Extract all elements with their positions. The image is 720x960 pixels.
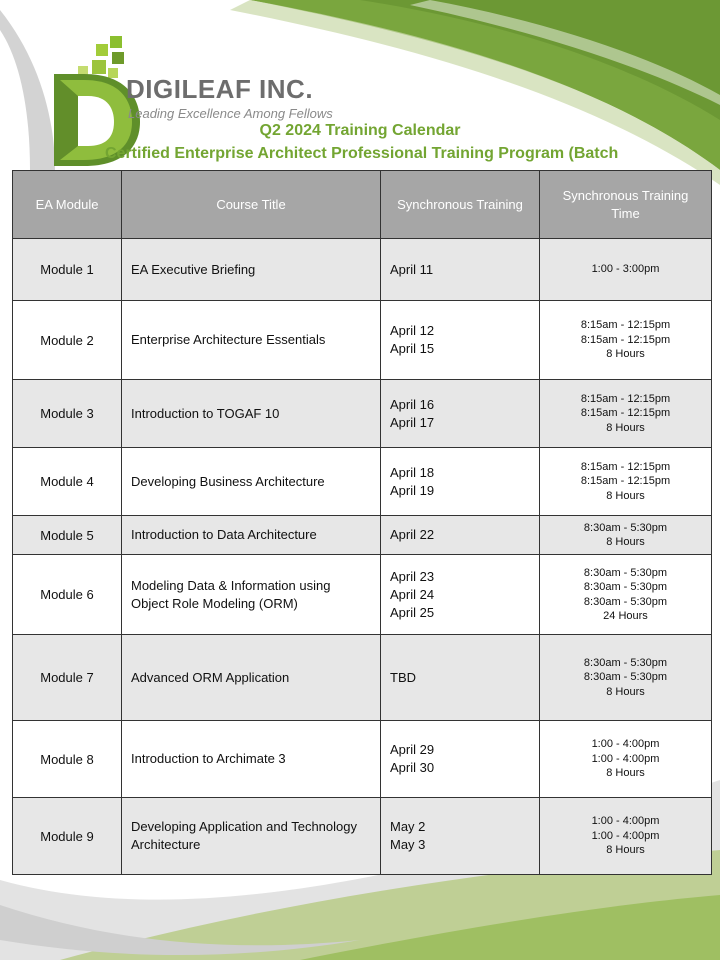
training-time-cell-line: 8:30am - 5:30pm (583, 656, 668, 669)
program-title: Certified Enterprise Architect Professional Training Program (Batch (105, 145, 619, 162)
table-row (13, 798, 712, 875)
course-title-cell-line: Advanced ORM Application (131, 669, 290, 685)
course-title-cell-line: Introduction to Archimate 3 (131, 751, 286, 766)
course-title-cell-line: Modeling Data & Information using (131, 577, 331, 593)
column-header-sync-time: Synchronous Training Time (540, 171, 712, 239)
course-title-cell (122, 301, 381, 380)
training-dates-cell-line: April 16 (390, 396, 435, 412)
table-row (13, 721, 712, 798)
training-time-cell-line: 8 Hours (606, 536, 645, 548)
training-time-cell-line: 1:00 - 4:00pm (591, 815, 660, 828)
course-title-cell-line: Introduction to Data Architecture (131, 527, 317, 542)
table-row (13, 555, 712, 635)
course-title-cell (122, 239, 381, 301)
training-dates-cell-line: April 19 (390, 482, 435, 498)
training-time-cell-line: 8:30am - 5:30pm (583, 581, 668, 593)
course-title-cell-line: Enterprise Architecture Essentials (131, 332, 326, 347)
training-time-cell (540, 380, 712, 448)
table-row (13, 239, 712, 301)
module-cell: Module 8 (13, 721, 122, 798)
course-title-cell (122, 721, 381, 798)
module-cell: Module 7 (13, 635, 122, 721)
training-dates-cell-line: April 22 (390, 527, 435, 542)
training-time-cell-line: 8:30am - 5:30pm (583, 595, 668, 608)
module-cell: Module 4 (13, 448, 122, 516)
training-dates-cell (381, 516, 540, 555)
column-header-module: EA Module (13, 171, 122, 239)
training-time-cell-line: 8:15am - 12:15pm (580, 319, 671, 332)
training-time-cell (540, 555, 712, 635)
training-time-cell-line: 8:30am - 5:30pm (583, 671, 668, 684)
training-dates-cell (381, 555, 540, 635)
training-dates-cell-line: April 24 (390, 586, 435, 602)
training-dates-cell (381, 239, 540, 301)
course-title-cell (122, 516, 381, 555)
training-dates-cell (381, 721, 540, 798)
table-header-row (13, 171, 712, 239)
table-row (13, 448, 712, 516)
training-dates-cell-line: May 2 (390, 819, 426, 834)
course-title-cell-line: Introduction to TOGAF 10 (131, 405, 280, 421)
column-header-sync-training: Synchronous Training (381, 171, 540, 239)
training-time-cell-line: 1:00 - 4:00pm (591, 829, 660, 842)
training-dates-cell-line: April 25 (390, 604, 435, 620)
training-time-cell-line: 8 Hours (606, 685, 645, 698)
training-dates-cell-line: May 3 (390, 837, 426, 852)
training-dates-cell-line: April 11 (390, 261, 434, 277)
training-time-cell-line: 8 Hours (606, 348, 645, 361)
training-time-cell-line: 8:15am - 12:15pm (580, 392, 671, 405)
training-calendar-table (12, 170, 712, 875)
training-time-cell-line: 8 Hours (606, 421, 645, 434)
table-row (13, 301, 712, 380)
training-dates-cell-line: April 17 (390, 414, 435, 430)
course-title-cell (122, 448, 381, 516)
table-row (13, 380, 712, 448)
course-title-cell-line: Object Role Modeling (ORM) (131, 595, 298, 611)
course-title-cell-line: Developing Business Architecture (131, 473, 325, 489)
training-time-cell-line: 1:00 - 3:00pm (591, 263, 660, 276)
course-title-cell (122, 380, 381, 448)
training-dates-cell-line: April 29 (390, 742, 435, 757)
brand-name: DIGILEAF INC. (126, 74, 314, 104)
training-dates-cell-line: TBD (390, 669, 416, 685)
training-time-cell (540, 239, 712, 301)
training-dates-cell-line: April 30 (390, 760, 435, 775)
training-dates-cell (381, 380, 540, 448)
training-time-cell-line: 8 Hours (606, 844, 645, 857)
training-dates-cell (381, 798, 540, 875)
training-dates-cell-line: April 12 (390, 323, 435, 338)
training-time-cell-line: 8:30am - 5:30pm (583, 566, 668, 579)
module-cell: Module 9 (13, 798, 122, 875)
training-dates-cell-line: April 18 (390, 464, 435, 480)
training-dates-cell (381, 635, 540, 721)
training-time-cell-line: 8 Hours (606, 489, 645, 502)
training-time-cell (540, 635, 712, 721)
training-time-cell-line: 8:15am - 12:15pm (580, 460, 671, 473)
module-cell: Module 5 (13, 516, 122, 555)
training-dates-cell (381, 301, 540, 380)
training-time-cell-line: 8:15am - 12:15pm (580, 333, 671, 346)
training-time-cell (540, 301, 712, 380)
training-time-cell-line: 8:15am - 12:15pm (580, 407, 671, 420)
training-time-cell-line: 8:15am - 12:15pm (580, 475, 671, 488)
training-time-cell (540, 516, 712, 555)
training-time-cell-line: 1:00 - 4:00pm (591, 752, 660, 765)
table-row (13, 516, 712, 555)
training-time-cell-line: 24 Hours (603, 610, 648, 622)
module-cell: Module 1 (13, 239, 122, 301)
brand-tagline: Leading Excellence Among Fellows (128, 106, 333, 121)
table-row (13, 635, 712, 721)
course-title-cell-line: Developing Application and Technology (131, 819, 357, 834)
column-header-course: Course Title (122, 171, 381, 239)
course-title-cell (122, 555, 381, 635)
training-time-cell (540, 721, 712, 798)
course-title-cell (122, 798, 381, 875)
course-title-cell (122, 635, 381, 721)
training-dates-cell-line: April 15 (390, 341, 435, 356)
training-time-cell-line: 8:30am - 5:30pm (583, 521, 668, 534)
training-time-cell-line: 1:00 - 4:00pm (591, 738, 660, 751)
training-dates-cell (381, 448, 540, 516)
training-dates-cell-line: April 23 (390, 568, 435, 584)
module-cell: Module 2 (13, 301, 122, 380)
course-title-cell-line: Architecture (131, 837, 201, 852)
module-cell: Module 3 (13, 380, 122, 448)
training-time-cell-line: 8 Hours (606, 767, 645, 780)
calendar-title: Q2 2024 Training Calendar (259, 122, 461, 139)
course-title-cell-line: EA Executive Briefing (131, 261, 256, 277)
training-time-cell (540, 798, 712, 875)
training-time-cell (540, 448, 712, 516)
module-cell: Module 6 (13, 555, 122, 635)
